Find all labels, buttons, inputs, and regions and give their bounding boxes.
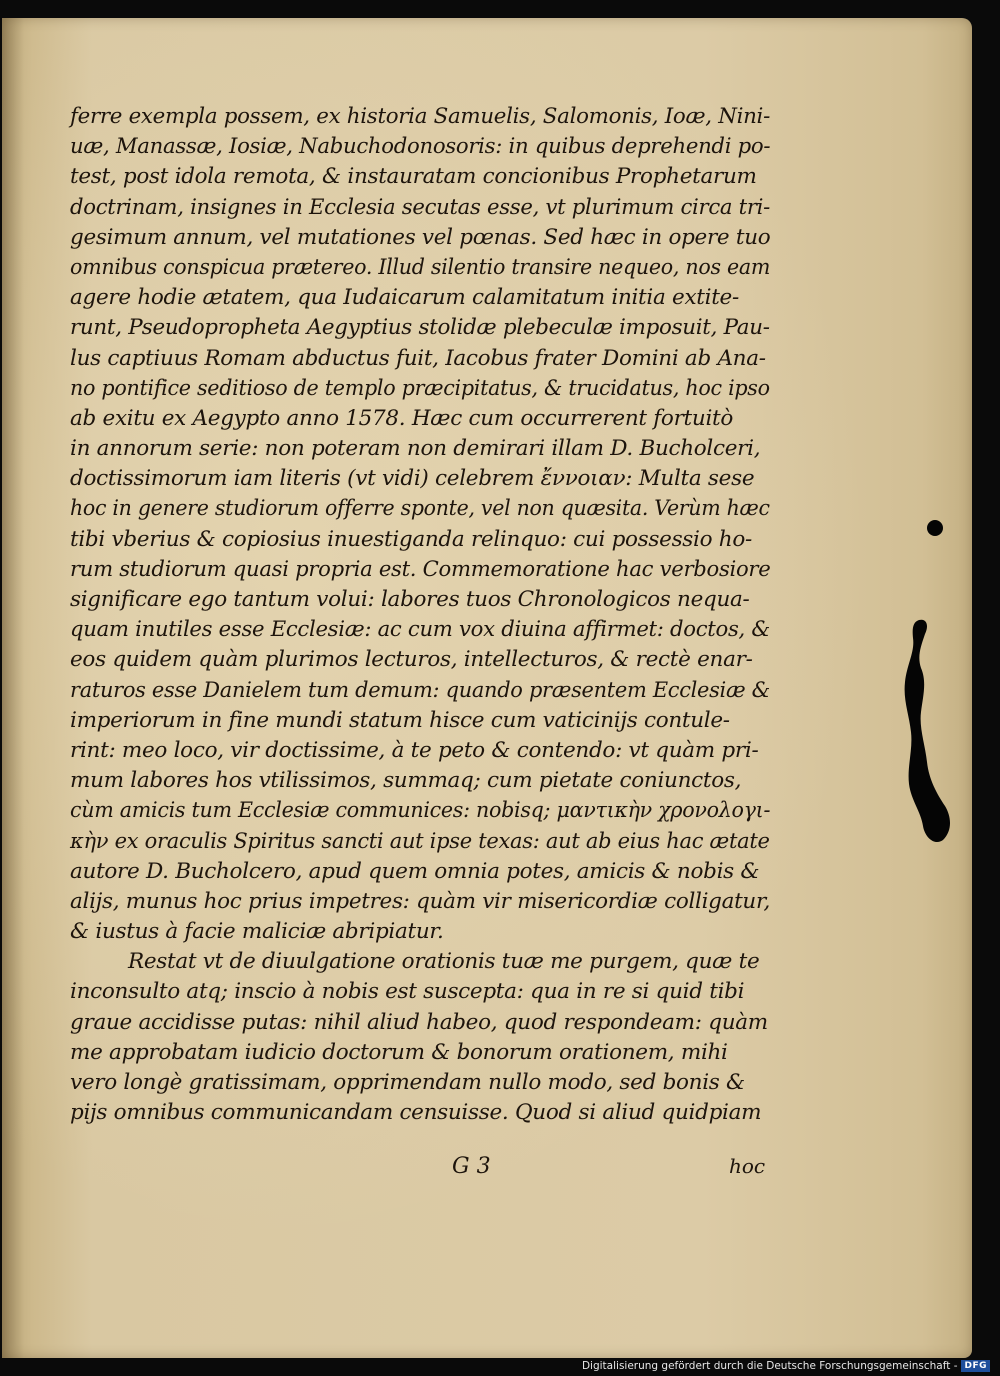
- text-line: pijs omnibus communicandam censuisse. Quod si aliud quidpiam: [70, 1100, 762, 1126]
- text-line: in annorum serie: non poteram non demirari illam D. Bucholceri,: [70, 436, 761, 462]
- text-line: tibi vberius & copiosius inuestiganda relinquo: cui possessio ho-: [70, 526, 752, 552]
- text-line: quam inutiles esse Ecclesiæ: ac cum vox diuina affirmet: doctos, &: [70, 617, 770, 643]
- text-line: mum labores hos vtilissimos, summaq; cum pietate coniunctos,: [70, 768, 742, 794]
- text-line: ferre exempla possem, ex historia Samuelis, Salomonis, Ioæ, Nini-: [70, 104, 771, 129]
- text-line: rum studiorum quasi propria est. Commemoratione hac verbosiore: [70, 556, 771, 582]
- text-line: eos quidem quàm plurimos lecturos, intellecturos, & rectè enar-: [70, 647, 753, 673]
- text-line: doctissimorum iam literis (vt vidi) celebrem ἔννοιαν: Multa sese: [70, 466, 755, 492]
- text-line: no pontifice seditioso de templo præcipitatus, & trucidatus, hoc ipso: [70, 375, 770, 401]
- text-line: agere hodie ætatem, qua Iudaicarum calamitatum initia extite-: [70, 285, 739, 311]
- text-line: rint: meo loco, vir doctissime, à te peto & contendo: vt quàm pri-: [70, 737, 759, 763]
- text-line: significare ego tantum volui: labores tuos Chronologicos nequa-: [70, 587, 750, 612]
- text-line: Restat vt de diuulgatione orationis tuæ me purgem, quæ te: [128, 949, 760, 975]
- text-line: gesimum annum, vel mutationes vel pœnas. Sed hæc in opere tuo: [70, 224, 771, 250]
- text-line: uæ, Manassæ, Iosiæ, Nabuchodonosoris: in quibus deprehendi po-: [70, 134, 771, 160]
- gutter-stain: [2, 18, 24, 1358]
- ink-dot: [927, 520, 943, 536]
- text-line: alijs, munus hoc prius impetres: quàm vir misericordiæ colligatur,: [70, 888, 771, 914]
- dfg-logo: DFG: [961, 1360, 990, 1372]
- text-line: inconsulto atq; inscio à nobis est suscepta: qua in re si quid tibi: [70, 979, 745, 1005]
- text-line: doctrinam, insignes in Ecclesia secutas esse, vt plurimum circa tri-: [70, 194, 771, 220]
- text-line: κὴν ex oraculis Spiritus sancti aut ipse texas: aut ab eius hac ætate: [70, 828, 770, 854]
- catchword: hoc: [729, 1154, 766, 1178]
- text-line: graue accidisse putas: nihil aliud habeo, quod respondeam: quàm: [70, 1009, 768, 1035]
- text-line: ab exitu ex Aegypto anno 1578. Hæc cum occurrerent fortuitò: [70, 405, 734, 431]
- text-line: & iustus à facie maliciæ abripiatur.: [70, 919, 444, 945]
- footer: [582, 1360, 990, 1372]
- text-line: cùm amicis tum Ecclesiæ communices: nobisq; μαντικὴν χρονολογι-: [70, 798, 771, 824]
- text-line: hoc in genere studiorum offerre sponte, vel non quæsita. Verùm hæc: [70, 496, 770, 522]
- text-line: raturos esse Danielem tum demum: quando præsentem Ecclesiæ &: [70, 677, 770, 703]
- body-text: [70, 102, 770, 1128]
- signature-mark: G 3: [452, 1154, 491, 1179]
- text-line: imperiorum in fine mundi statum hisce cum vaticinijs contule-: [70, 707, 730, 733]
- ink-blot: [897, 616, 957, 846]
- text-line: autore D. Bucholcero, apud quem omnia potes, amicis & nobis &: [70, 858, 760, 884]
- text-line: vero longè gratissimam, opprimendam nullo modo, sed bonis &: [70, 1070, 745, 1095]
- text-line: test, post idola remota, & instauratam concionibus Prophetarum: [70, 164, 757, 190]
- funding-note: Digitalisierung gefördert durch die Deutsche Forschungsgemeinschaft -: [581, 1360, 958, 1372]
- text-line: omnibus conspicua prætereo. Illud silentio transire nequeo, nos eam: [70, 254, 771, 280]
- book-page: [2, 18, 972, 1358]
- text-line: runt, Pseudopropheta Aegyptius stolidæ plebeculæ imposuit, Pau-: [70, 315, 770, 341]
- text-line: me approbatam iudicio doctorum & bonorum orationem, mihi: [70, 1039, 728, 1065]
- text-line: lus captiuus Romam abductus fuit, Iacobus frater Domini ab Ana-: [70, 345, 766, 371]
